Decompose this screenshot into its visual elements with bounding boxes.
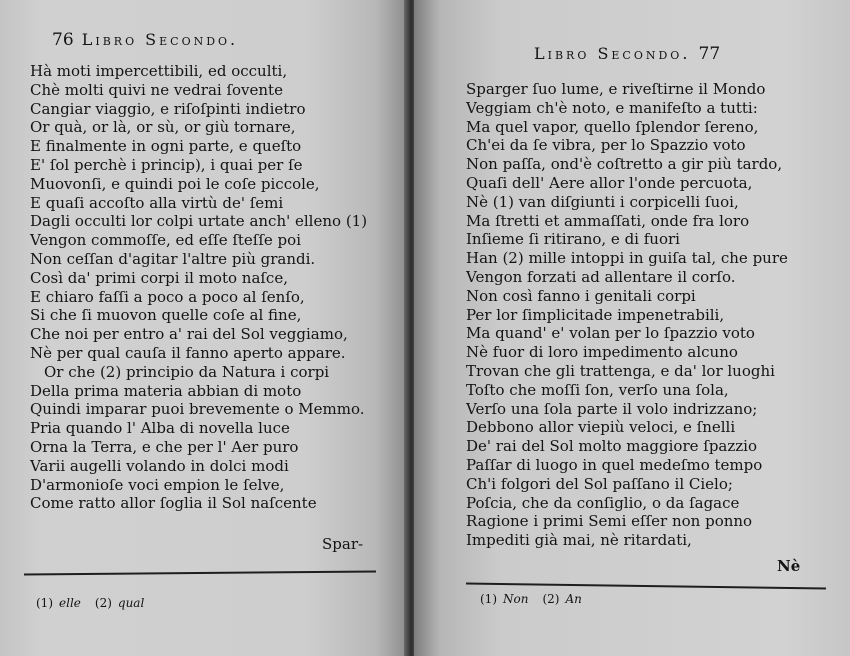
verse-line: Debbono allor viepiù veloci, e ſnelli <box>466 418 736 437</box>
left-catchword: Spar- <box>322 535 364 553</box>
verse-line: Or che (2) principio da Natura i corpi <box>44 362 330 381</box>
verse-line: Vengon commoſſe, ed eſſe ſteſſe poi <box>30 231 301 250</box>
left-footnote-rule <box>24 570 376 575</box>
left-page-number: 76 <box>52 30 74 50</box>
verse-line: Orna la Terra, e che per l' Aer puro <box>30 437 299 456</box>
verse-line: Nè fuor di loro impedimento alcuno <box>466 343 738 362</box>
verse-line: Si che ſi muovon quelle coſe al fine, <box>30 306 302 325</box>
verse-line: Per lor ſimplicitade impenetrabili, <box>466 305 725 324</box>
verse-line: Così da' primi corpi il moto naſce, <box>30 268 288 287</box>
verse-line: Inſieme ſi ritirano, e di fuori <box>466 230 680 249</box>
verse-line: Come ratto allor ſoglia il Sol naſcente <box>30 494 317 513</box>
verse-line: Verſo una ſola parte il volo indrizzano; <box>466 399 758 418</box>
verse-line: Hà moti impercettibili, ed occulti, <box>30 62 288 80</box>
verse-line: De' rai del Sol molto maggiore ſpazzio <box>466 437 758 456</box>
left-footnotes <box>36 596 158 610</box>
verse-line: Non così fanno i genitali corpi <box>466 286 696 305</box>
right-page-header <box>534 44 720 64</box>
verse-line: Dagli occulti lor colpi urtate anch' elleno (1) <box>30 212 368 231</box>
verse-line: Muovonſi, e quindi poi le coſe piccole, <box>30 174 320 193</box>
footnote <box>95 596 144 610</box>
verse-line: Pria quando l' Alba di novella luce <box>30 419 290 438</box>
verse-line: Paſſar di luogo in quel medeſmo tempo <box>466 455 763 474</box>
footnote-text: An <box>565 592 582 606</box>
footnote-text: Non <box>503 592 529 606</box>
footnote-mark: (2) <box>94 596 112 610</box>
verse-line: Non ceſſan d'agitar l'altre più grandi. <box>30 249 316 268</box>
verse-line: Impediti già mai, nè ritardati, <box>466 531 692 550</box>
verse-line: Che noi per entro a' rai del Sol veggiamo, <box>30 325 348 344</box>
footnote-mark: (2) <box>542 592 560 606</box>
right-catchword: Nè <box>777 557 801 575</box>
left-page-header <box>52 30 238 50</box>
footnote <box>480 592 528 606</box>
verse-line: Nè per qual cauſa il fanno aperto appare. <box>30 343 346 362</box>
verse-line: E quaſi accoſto alla virtù de' ſemi <box>30 193 284 212</box>
right-verse-block <box>466 80 788 550</box>
verse-line: E chiaro faſſi a poco a poco al ſenſo, <box>30 287 305 306</box>
footnote-text: qual <box>117 596 145 610</box>
footnote <box>36 596 81 610</box>
verse-line: Han (2) mille intoppi in guiſa tal, che pure <box>466 249 788 268</box>
right-footnote-rule <box>466 582 826 589</box>
verse-line: Trovan che gli trattenga, e da' lor luoghi <box>466 361 775 380</box>
verse-line: Quaſi dell' Aere allor l'onde percuota, <box>466 173 753 192</box>
footnote-text: elle <box>59 596 81 610</box>
verse-line: Ma quel vapor, quello ſplendor ſereno, <box>466 117 759 136</box>
left-running-head: Libro Secondo. <box>81 30 239 49</box>
verse-line: Poſcia, che da conſiglio, o da ſagace <box>466 493 740 512</box>
right-running-head: Libro Secondo. <box>534 44 691 63</box>
right-footnotes <box>480 592 596 606</box>
verse-line: Cangiar viaggio, e riſoſpinti indietro <box>30 99 306 118</box>
left-page <box>0 0 408 656</box>
footnote-mark: (1) <box>480 592 497 606</box>
verse-line: Chè molti quivi ne vedrai ſovente <box>30 80 283 99</box>
verse-line: Nè (1) van diſgiunti i corpicelli ſuoi, <box>466 192 739 211</box>
verse-line: Ragione i primi Semi eſſer non ponno <box>466 512 753 531</box>
verse-line: Quindi imparar puoi brevemente o Memmo. <box>30 400 365 419</box>
verse-line: Vengon forzati ad allentare il corſo. <box>466 267 736 286</box>
footnote-mark: (1) <box>36 596 53 610</box>
verse-line: Toſto che moſſi ſon, verſo una ſola, <box>466 380 729 399</box>
verse-line: Della prima materia abbian di moto <box>30 381 302 400</box>
verse-line: Or quà, or là, or sù, or giù tornare, <box>30 118 296 137</box>
verse-line: E finalmente in ogni parte, e queſto <box>30 137 302 156</box>
verse-line: Ch'i folgori del Sol paſſano il Cielo; <box>466 474 733 493</box>
verse-line: Ma quand' e' volan per lo ſpazzio voto <box>466 324 755 343</box>
verse-line: D'armonioſe voci empion le ſelve, <box>30 475 285 494</box>
verse-line: Sparger ſuo lume, e riveſtirne il Mondo <box>466 80 766 98</box>
verse-line: Ma ſtretti et ammaſſati, onde fra loro <box>466 211 750 230</box>
right-page-number: 77 <box>698 44 721 64</box>
verse-line: Non paſſa, ond'è coſtretto a gir più tardo, <box>466 155 783 174</box>
verse-line: Varii augelli volando in dolci modi <box>30 456 289 475</box>
right-page <box>414 0 850 656</box>
left-verse-block <box>30 62 367 513</box>
verse-line: E' ſol perchè i princip), i quai per ſe <box>30 155 303 174</box>
footnote <box>542 592 581 606</box>
verse-line: Veggiam ch'è noto, e manifeſto a tutti: <box>466 98 758 117</box>
verse-line: Ch'ei da ſe vibra, per lo Spazzio voto <box>466 136 746 155</box>
